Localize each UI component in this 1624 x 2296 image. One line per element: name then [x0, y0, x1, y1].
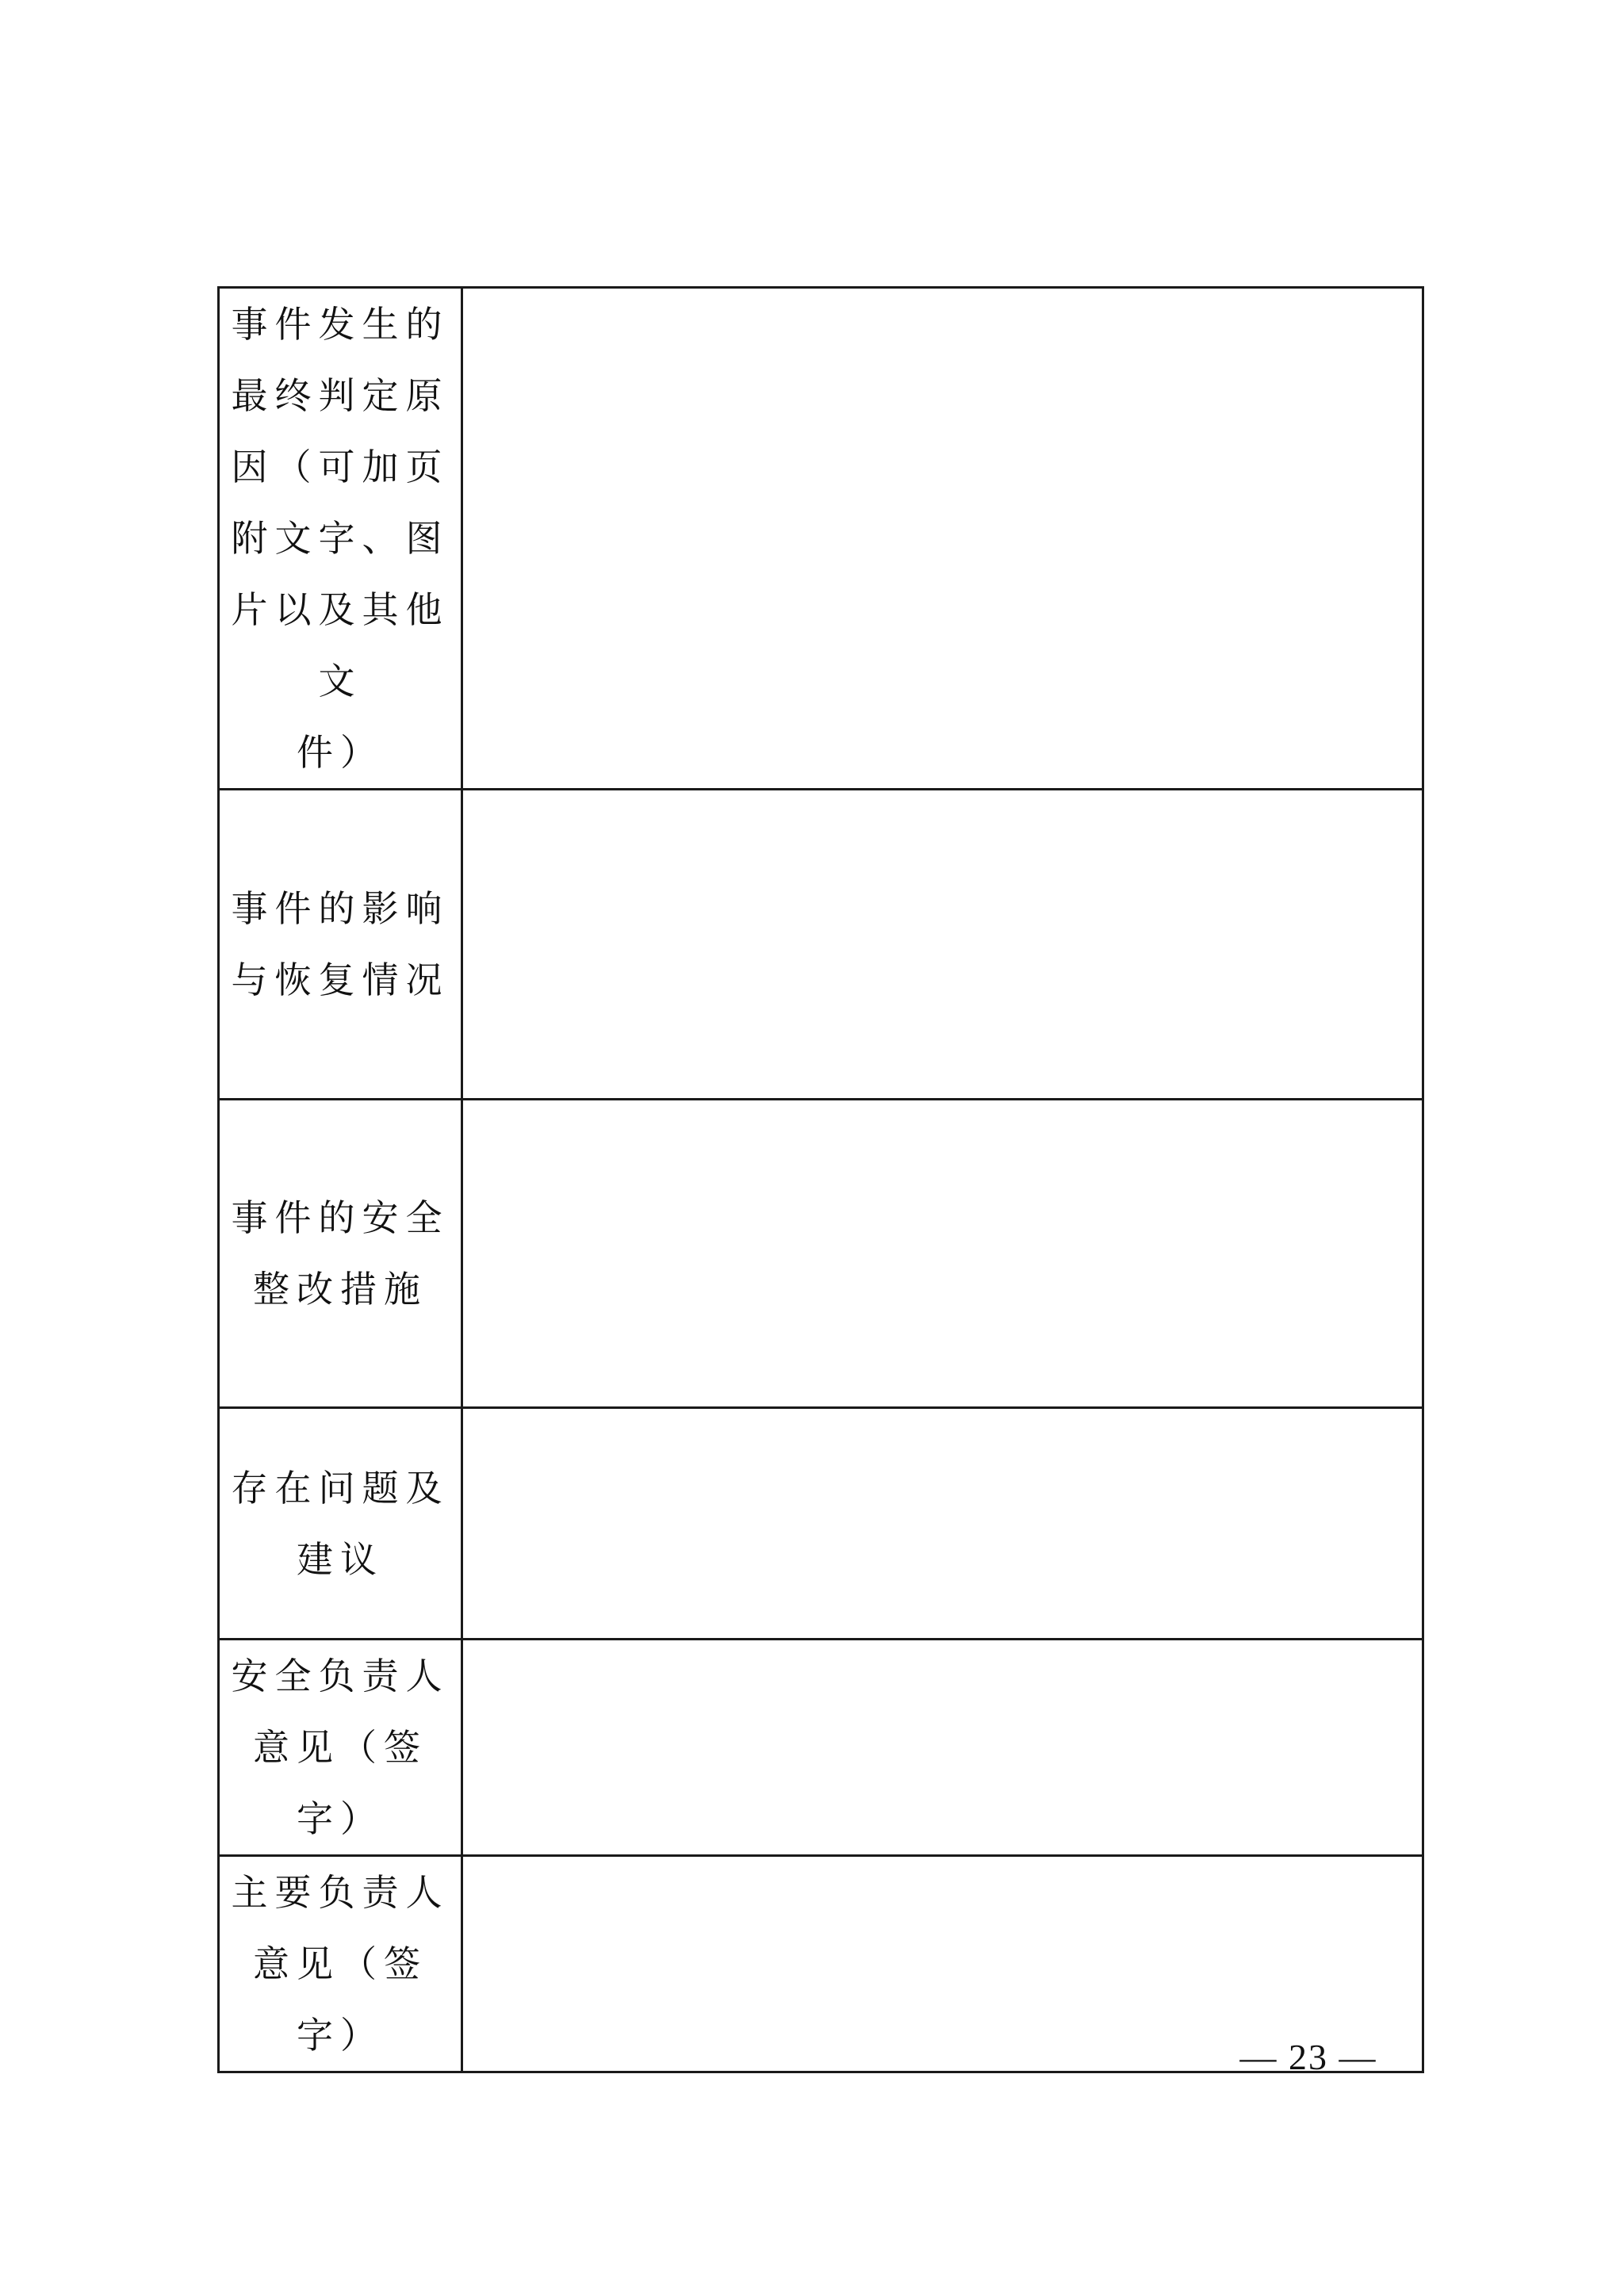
row-label-text: 事件发生的 最终判定原 因（可加页 附文字、图 片以及其他文 件）: [231, 303, 450, 774]
rectification-field[interactable]: [462, 1100, 1423, 1408]
row-label-text: 事件的影响 与恢复情况: [231, 887, 450, 1001]
table-row: [219, 1100, 1423, 1408]
incident-report-table: [217, 286, 1424, 2073]
table-row: [219, 1640, 1423, 1856]
row-label-text: 存在问题及 建议: [231, 1466, 450, 1581]
row-label-issues-suggestions: [219, 1408, 462, 1640]
row-label-principal-opinion: [219, 1856, 462, 2072]
row-label-rectification: [219, 1100, 462, 1408]
row-label-final-cause: [219, 288, 462, 790]
row-label-safety-officer-opinion: [219, 1640, 462, 1856]
row-label-text: 事件的安全 整改措施: [231, 1196, 450, 1311]
issues-suggestions-field[interactable]: [462, 1408, 1423, 1640]
final-cause-field[interactable]: [462, 288, 1423, 790]
table-row: [219, 288, 1423, 790]
row-label-impact-recovery: [219, 790, 462, 1100]
table-row: [219, 1408, 1423, 1640]
row-label-text: 主要负责人 意见（签字）: [231, 1871, 450, 2057]
page-number: — 23 —: [1239, 2037, 1377, 2077]
impact-recovery-field[interactable]: [462, 790, 1423, 1100]
row-label-text: 安全负责人 意见（签字）: [231, 1655, 450, 1840]
safety-officer-opinion-field[interactable]: [462, 1640, 1423, 1856]
table-row: [219, 790, 1423, 1100]
